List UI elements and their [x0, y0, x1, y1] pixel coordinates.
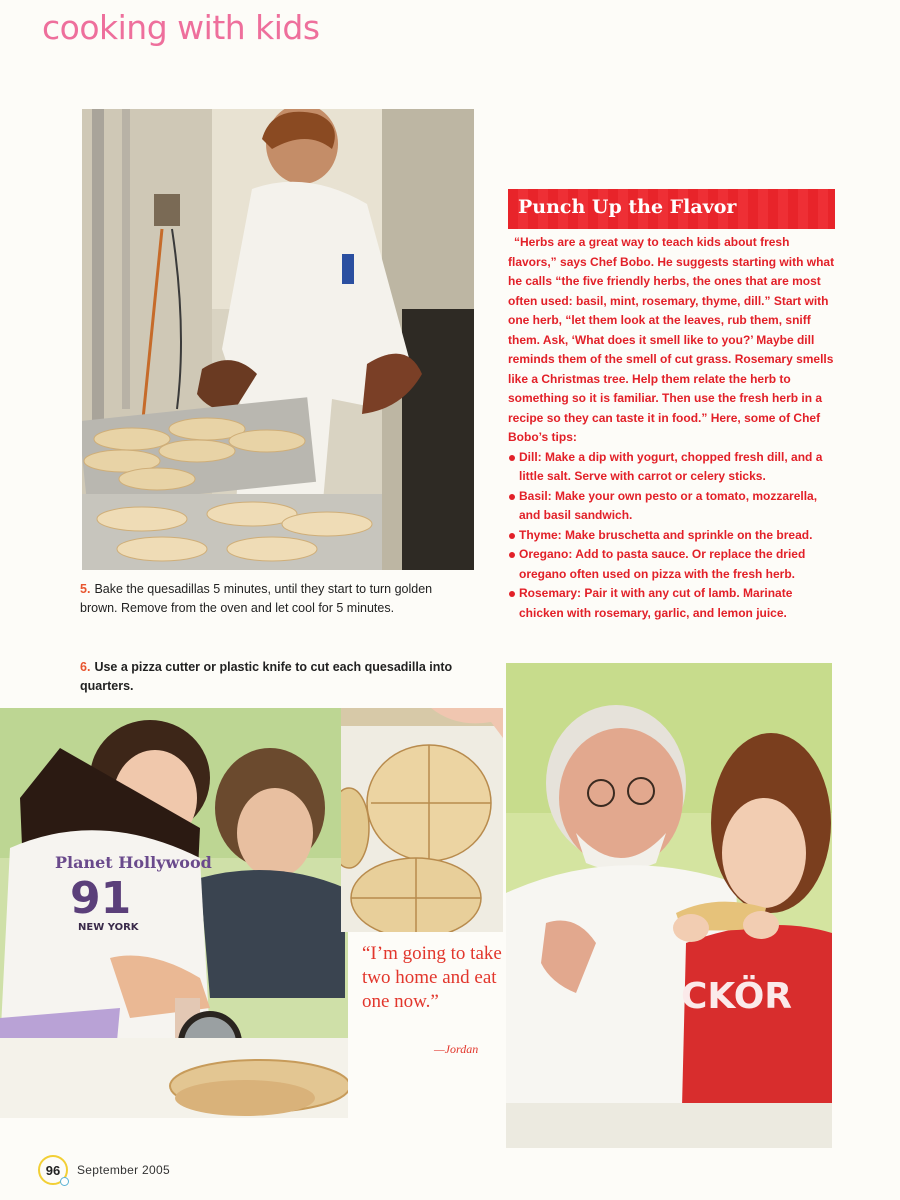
shirt-number-text: 91: [70, 873, 132, 924]
quesadilla-closeup-photo: [341, 708, 503, 932]
step-text: Bake the quesadillas 5 minutes, until they start to turn golden brown. Remove from the oven and let cool for 5 minutes.: [80, 582, 433, 615]
issue-date: September 2005: [77, 1163, 170, 1177]
quote-attribution: —Jordan: [434, 1042, 479, 1056]
step-text: Use a pizza cutter or plastic knife to cut each quesadilla into quarters.: [80, 660, 453, 693]
tip-item: Oregano: Add to pasta sauce. Or replace the dried oregano often used on pizza with the fresh herb.: [508, 545, 838, 584]
section-title: cooking with kids: [42, 8, 320, 47]
tips-list: [508, 448, 838, 624]
step-5: [80, 580, 460, 618]
tip-item: Basil: Make your own pesto or a tomato, mozzarella, and basil sandwich.: [508, 487, 838, 526]
shirt-city-text: NEW YORK: [78, 922, 139, 933]
sidebar-body: [508, 233, 838, 623]
sidebar-intro: “Herbs are a great way to teach kids about fresh flavors,” says Chef Bobo. He suggests starting with what he calls “the five friendly herbs, the ones that are most often used: basil, mint, rosemary, thyme, dill.” Start with one herb, “let them look at the leaves, rub them, sniff them. Ask, ‘What does it smell like to you?’ Maybe dill reminds them of the smell of cut grass. Rosemary smells like a Christmas tree. Help them relate the herb to something so it is familiar. Then use the fresh herb in a recipe so they can taste it in food.” Here, some of Chef Bobo’s tips:: [508, 235, 835, 444]
chef-bobo-photo: [506, 663, 832, 1148]
step-6: [80, 658, 460, 696]
girls-cutting-photo: [0, 708, 348, 1118]
tip-item: Thyme: Make bruschetta and sprinkle on the bread.: [508, 526, 838, 546]
shirt-brand-text: Planet Hollywood: [55, 853, 212, 872]
sidebar-title-bar: [508, 189, 835, 229]
step-number: 5.: [80, 582, 91, 596]
page-number-text: 96: [45, 1162, 61, 1178]
pull-quote: “I’m going to take two home and eat one now.”: [362, 943, 502, 1012]
chef-oven-photo: [82, 109, 474, 570]
sidebar-title: Punch Up the Flavor: [518, 196, 737, 218]
child-shirt-text: CKÖR: [681, 976, 793, 1017]
page-folio: [38, 1155, 170, 1185]
tip-item: Rosemary: Pair it with any cut of lamb. Marinate chicken with rosemary, garlic, and lemon juice.: [508, 584, 838, 623]
step-number: 6.: [80, 660, 91, 674]
page-number: [38, 1155, 68, 1185]
tip-item: Dill: Make a dip with yogurt, chopped fresh dill, and a little salt. Serve with carrot or celery sticks.: [508, 448, 838, 487]
